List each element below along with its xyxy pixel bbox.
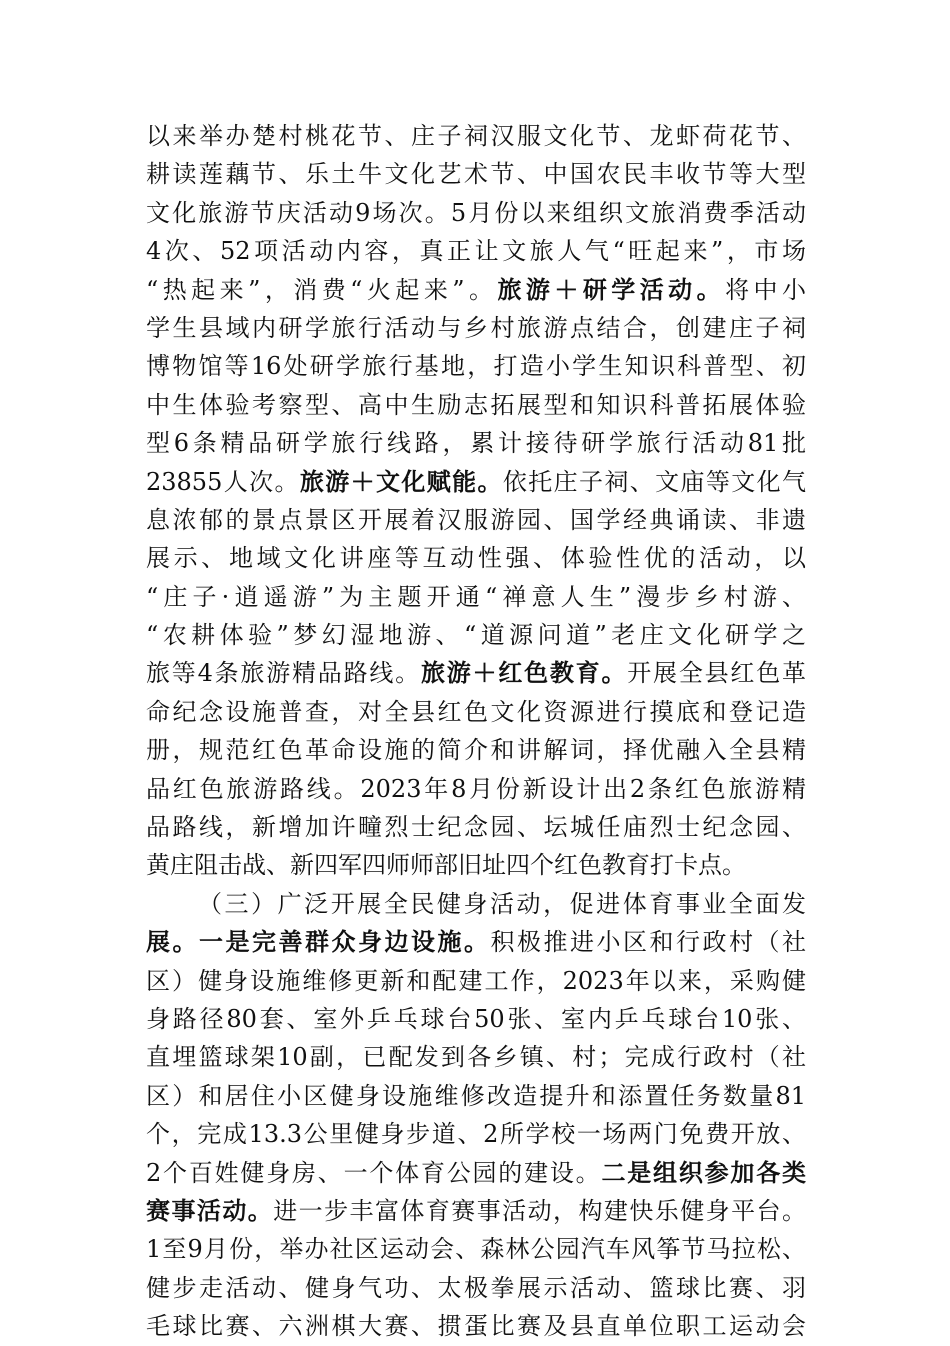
bold-run: 展。一是完善群众身边设施。 bbox=[146, 927, 491, 957]
text-run: 2个百姓健身房、一个体育公园的建设。 bbox=[146, 1158, 602, 1187]
text-run: 开展全县红色革 bbox=[627, 659, 806, 688]
text-line bbox=[146, 1230, 806, 1268]
text-run: 耕读莲藕节、乐土牛文化艺术节、中国农民丰收节等大型 bbox=[146, 160, 806, 189]
text-line bbox=[146, 693, 806, 731]
text-run: 旅等4条旅游精品路线。 bbox=[146, 659, 421, 688]
text-line bbox=[146, 1307, 806, 1345]
text-run: 学生县域内研学旅行活动与乡村旅游点结合，创建庄子祠 bbox=[146, 313, 806, 342]
text-run: 中生体验考察型、高中生励志拓展型和知识科普拓展体验 bbox=[146, 390, 806, 419]
text-run: 直埋篮球架10副，已配发到各乡镇、村；完成行政村（社 bbox=[146, 1043, 806, 1072]
text-line bbox=[146, 923, 806, 961]
text-line bbox=[146, 578, 806, 616]
text-line bbox=[146, 808, 806, 846]
text-line bbox=[146, 232, 806, 270]
bold-run: 旅游＋红色教育。 bbox=[420, 658, 628, 688]
text-run: “农耕体验”梦幻湿地游、“道源问道”老庄文化研学之 bbox=[146, 621, 806, 650]
text-line bbox=[146, 1192, 806, 1230]
text-run: 型6条精品研学旅行线路，累计接待研学旅行活动81批 bbox=[146, 429, 806, 458]
text-line bbox=[146, 962, 806, 1000]
text-line bbox=[146, 1077, 806, 1115]
text-line bbox=[146, 1038, 806, 1076]
text-run: “热起来”，消费“火起来”。 bbox=[146, 275, 498, 304]
text-line bbox=[146, 424, 806, 462]
text-run: 毛球比赛、六洲棋大赛、掼蛋比赛及县直单位职工运动会 bbox=[146, 1312, 806, 1341]
text-line bbox=[146, 347, 806, 385]
text-line bbox=[146, 731, 806, 769]
text-run: 1至9月份，举办社区运动会、森林公园汽车风筝节马拉松、 bbox=[146, 1235, 806, 1264]
text-line bbox=[146, 539, 806, 577]
text-run: （三）广泛开展全民健身活动，促进体育事业全面发 bbox=[198, 889, 806, 918]
text-run: 进一步丰富体育赛事活动，构建快乐健身平台。 bbox=[273, 1196, 806, 1225]
text-run: 品路线，新增加许疃烈士纪念园、坛城任庙烈士纪念园、 bbox=[146, 813, 806, 842]
body-text bbox=[146, 117, 806, 1346]
text-run: 命纪念设施普查，对全县红色文化资源进行摸底和登记造 bbox=[146, 697, 806, 726]
bold-run: 旅游＋文化赋能。 bbox=[299, 466, 503, 496]
text-line bbox=[146, 309, 806, 347]
text-line bbox=[146, 117, 806, 155]
text-run: 以来举办楚村桃花节、庄子祠汉服文化节、龙虾荷花节、 bbox=[146, 122, 806, 150]
text-line bbox=[146, 654, 806, 692]
text-run: 册，规范红色革命设施的简介和讲解词，择优融入全县精 bbox=[146, 736, 806, 765]
text-line bbox=[146, 463, 806, 501]
text-run: 将中小 bbox=[725, 275, 806, 304]
text-line bbox=[146, 386, 806, 424]
text-line bbox=[146, 1115, 806, 1153]
text-run: 展示、地域文化讲座等互动性强、体验性优的活动，以 bbox=[146, 544, 806, 573]
text-line bbox=[146, 1154, 806, 1192]
text-line bbox=[146, 155, 806, 193]
text-line bbox=[146, 846, 806, 884]
text-line bbox=[146, 616, 806, 654]
text-run: 品红色旅游路线。2023年8月份新设计出2条红色旅游精 bbox=[146, 774, 806, 803]
text-line bbox=[146, 770, 806, 808]
text-run: 个，完成13.3公里健身步道、2所学校一场两门免费开放、 bbox=[146, 1120, 806, 1149]
text-run: 积极推进小区和行政村（社 bbox=[490, 928, 806, 957]
text-line bbox=[146, 194, 806, 232]
text-run: 身路径80套、室外乒乓球台50张、室内乒乓球台10张、 bbox=[146, 1004, 806, 1033]
text-run: 4次、52项活动内容，真正让文旅人气“旺起来”，市场 bbox=[146, 237, 806, 266]
text-run: 区）健身设施维修更新和配建工作，2023年以来，采购健 bbox=[146, 966, 806, 995]
text-run: “庄子·逍遥游”为主题开通“禅意人生”漫步乡村游、 bbox=[146, 582, 806, 611]
text-line bbox=[146, 271, 806, 309]
text-run: 黄庄阻击战、新四军四师师部旧址四个红色教育打卡点。 bbox=[146, 851, 746, 880]
text-run: 息浓郁的景点景区开展着汉服游园、国学经典诵读、非遗 bbox=[146, 505, 806, 534]
text-run: 文化旅游节庆活动9场次。5月份以来组织文旅消费季活动 bbox=[146, 198, 806, 227]
text-run: 博物馆等16处研学旅行基地，打造小学生知识科普型、初 bbox=[146, 352, 806, 381]
text-line bbox=[146, 1000, 806, 1038]
text-line bbox=[146, 501, 806, 539]
bold-run: 旅游＋研学活动。 bbox=[497, 274, 726, 304]
bold-run: 二是组织参加各类 bbox=[601, 1157, 806, 1187]
text-line bbox=[146, 885, 806, 923]
text-run: 23855人次。 bbox=[146, 467, 300, 496]
text-run: 依托庄子祠、文庙等文化气 bbox=[502, 467, 806, 496]
text-run: 区）和居住小区健身设施维修改造提升和添置任务数量81 bbox=[146, 1081, 806, 1110]
bold-run: 赛事活动。 bbox=[146, 1195, 274, 1225]
text-line bbox=[146, 1269, 806, 1307]
text-run: 健步走活动、健身气功、太极拳展示活动、篮球比赛、羽 bbox=[146, 1273, 806, 1302]
